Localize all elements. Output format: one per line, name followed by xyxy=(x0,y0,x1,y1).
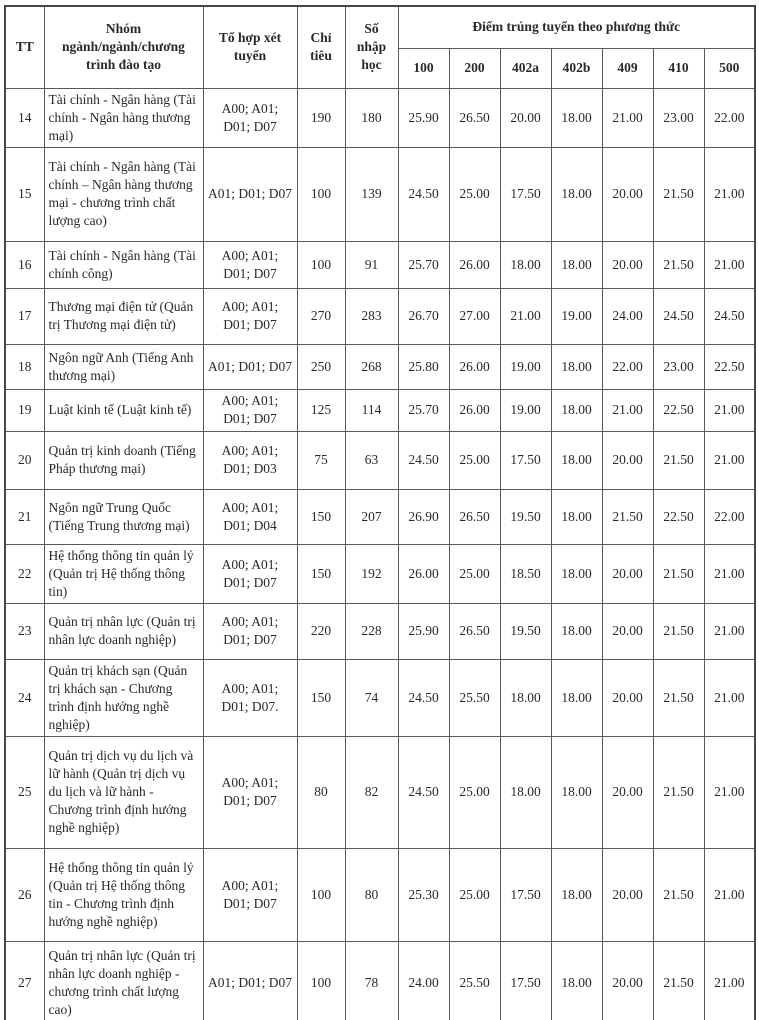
score-cell-409: 20.00 xyxy=(602,941,653,1020)
exam-combo-cell: A00; A01; D01; D07 xyxy=(203,389,297,431)
quota-cell: 190 xyxy=(297,88,345,147)
score-cell-402b: 18.00 xyxy=(551,603,602,659)
score-cell-402b: 18.00 xyxy=(551,941,602,1020)
score-cell-200: 25.50 xyxy=(449,941,500,1020)
score-cell-200: 25.00 xyxy=(449,848,500,941)
score-cell-100: 25.30 xyxy=(398,848,449,941)
program-name-cell: Hệ thống thông tin quản lý (Quản trị Hệ thống thông tin - Chương trình định hướng nghề nghiệp) xyxy=(44,848,203,941)
score-cell-500: 21.00 xyxy=(704,659,755,736)
row-number-cell: 27 xyxy=(5,941,44,1020)
table-row xyxy=(5,941,755,1020)
score-cell-410: 23.00 xyxy=(653,88,704,147)
program-name-cell: Quản trị dịch vụ du lịch và lữ hành (Quản trị dịch vụ du lịch và lữ hành - Chương trình định hướng nghề nghiệp) xyxy=(44,736,203,848)
score-cell-402b: 18.00 xyxy=(551,431,602,489)
score-cell-402a: 19.50 xyxy=(500,489,551,544)
table-row xyxy=(5,288,755,344)
score-cell-409: 21.00 xyxy=(602,88,653,147)
header-method-500: 500 xyxy=(704,48,755,88)
score-cell-409: 20.00 xyxy=(602,147,653,241)
score-cell-100: 24.50 xyxy=(398,736,449,848)
score-cell-409: 20.00 xyxy=(602,736,653,848)
row-number-cell: 22 xyxy=(5,544,44,603)
score-cell-200: 25.50 xyxy=(449,659,500,736)
header-method-402b: 402b xyxy=(551,48,602,88)
table-row xyxy=(5,544,755,603)
admission-score-table xyxy=(4,5,756,1020)
program-name-cell: Tài chính - Ngân hàng (Tài chính - Ngân hàng thương mại) xyxy=(44,88,203,147)
quota-cell: 220 xyxy=(297,603,345,659)
row-number-cell: 24 xyxy=(5,659,44,736)
header-enrolled: Số nhập học xyxy=(345,6,398,88)
enrolled-cell: 82 xyxy=(345,736,398,848)
score-cell-500: 21.00 xyxy=(704,848,755,941)
exam-combo-cell: A01; D01; D07 xyxy=(203,941,297,1020)
enrolled-cell: 91 xyxy=(345,241,398,288)
program-name-cell: Tài chính - Ngân hàng (Tài chính – Ngân hàng thương mại - chương trình chất lượng cao) xyxy=(44,147,203,241)
score-cell-200: 26.00 xyxy=(449,344,500,389)
header-combo: Tổ hợp xét tuyển xyxy=(203,6,297,88)
table-row xyxy=(5,344,755,389)
enrolled-cell: 74 xyxy=(345,659,398,736)
score-cell-410: 21.50 xyxy=(653,603,704,659)
score-cell-410: 21.50 xyxy=(653,147,704,241)
score-cell-402a: 18.00 xyxy=(500,659,551,736)
score-cell-200: 27.00 xyxy=(449,288,500,344)
score-cell-402b: 18.00 xyxy=(551,544,602,603)
score-cell-500: 21.00 xyxy=(704,941,755,1020)
score-cell-100: 24.50 xyxy=(398,147,449,241)
score-cell-410: 21.50 xyxy=(653,544,704,603)
score-cell-410: 21.50 xyxy=(653,941,704,1020)
exam-combo-cell: A00; A01; D01; D07. xyxy=(203,659,297,736)
score-cell-402b: 19.00 xyxy=(551,288,602,344)
score-cell-402a: 17.50 xyxy=(500,431,551,489)
score-cell-500: 21.00 xyxy=(704,544,755,603)
table-row xyxy=(5,603,755,659)
score-cell-200: 26.50 xyxy=(449,489,500,544)
score-cell-410: 21.50 xyxy=(653,848,704,941)
quota-cell: 150 xyxy=(297,489,345,544)
score-cell-500: 21.00 xyxy=(704,736,755,848)
exam-combo-cell: A00; A01; D01; D07 xyxy=(203,603,297,659)
enrolled-cell: 207 xyxy=(345,489,398,544)
table-row xyxy=(5,88,755,147)
score-cell-500: 21.00 xyxy=(704,147,755,241)
program-name-cell: Quản trị nhân lực (Quản trị nhân lực doanh nghiệp - chương trình chất lượng cao) xyxy=(44,941,203,1020)
row-number-cell: 14 xyxy=(5,88,44,147)
score-cell-409: 20.00 xyxy=(602,848,653,941)
program-name-cell: Thương mại điện tử (Quản trị Thương mại điện tử) xyxy=(44,288,203,344)
exam-combo-cell: A00; A01; D01; D07 xyxy=(203,241,297,288)
score-cell-200: 26.50 xyxy=(449,603,500,659)
program-name-cell: Quản trị kinh doanh (Tiếng Pháp thương mại) xyxy=(44,431,203,489)
score-cell-100: 26.00 xyxy=(398,544,449,603)
score-cell-500: 24.50 xyxy=(704,288,755,344)
table-row xyxy=(5,736,755,848)
header-tt: TT xyxy=(5,6,44,88)
score-cell-402b: 18.00 xyxy=(551,147,602,241)
table-row xyxy=(5,848,755,941)
score-cell-402a: 17.50 xyxy=(500,848,551,941)
exam-combo-cell: A00; A01; D01; D07 xyxy=(203,848,297,941)
score-cell-200: 26.00 xyxy=(449,241,500,288)
score-cell-402b: 18.00 xyxy=(551,848,602,941)
score-cell-409: 20.00 xyxy=(602,603,653,659)
program-name-cell: Quản trị khách sạn (Quản trị khách sạn - Chương trình định hướng nghề nghiệp) xyxy=(44,659,203,736)
quota-cell: 125 xyxy=(297,389,345,431)
score-cell-500: 22.00 xyxy=(704,489,755,544)
score-cell-100: 25.80 xyxy=(398,344,449,389)
table-row xyxy=(5,431,755,489)
row-number-cell: 15 xyxy=(5,147,44,241)
score-cell-100: 24.50 xyxy=(398,659,449,736)
enrolled-cell: 192 xyxy=(345,544,398,603)
header-method-402a: 402a xyxy=(500,48,551,88)
quota-cell: 100 xyxy=(297,241,345,288)
program-name-cell: Hệ thống thông tin quản lý (Quản trị Hệ thống thông tin) xyxy=(44,544,203,603)
table-body xyxy=(5,88,755,1020)
score-cell-410: 21.50 xyxy=(653,241,704,288)
row-number-cell: 18 xyxy=(5,344,44,389)
quota-cell: 270 xyxy=(297,288,345,344)
exam-combo-cell: A00; A01; D01; D04 xyxy=(203,489,297,544)
enrolled-cell: 268 xyxy=(345,344,398,389)
score-cell-100: 25.70 xyxy=(398,241,449,288)
row-number-cell: 17 xyxy=(5,288,44,344)
score-cell-402b: 18.00 xyxy=(551,344,602,389)
row-number-cell: 23 xyxy=(5,603,44,659)
enrolled-cell: 139 xyxy=(345,147,398,241)
exam-combo-cell: A00; A01; D01; D07 xyxy=(203,288,297,344)
enrolled-cell: 283 xyxy=(345,288,398,344)
score-cell-409: 20.00 xyxy=(602,241,653,288)
header-quota: Chỉ tiêu xyxy=(297,6,345,88)
table-row xyxy=(5,659,755,736)
quota-cell: 100 xyxy=(297,941,345,1020)
score-cell-200: 25.00 xyxy=(449,147,500,241)
score-cell-409: 20.00 xyxy=(602,544,653,603)
enrolled-cell: 78 xyxy=(345,941,398,1020)
row-number-cell: 26 xyxy=(5,848,44,941)
program-name-cell: Ngôn ngữ Trung Quốc (Tiếng Trung thương mại) xyxy=(44,489,203,544)
score-cell-402a: 17.50 xyxy=(500,147,551,241)
score-cell-410: 22.50 xyxy=(653,489,704,544)
score-cell-409: 22.00 xyxy=(602,344,653,389)
exam-combo-cell: A00; A01; D01; D07 xyxy=(203,736,297,848)
table-row xyxy=(5,389,755,431)
program-name-cell: Luật kinh tế (Luật kinh tế) xyxy=(44,389,203,431)
score-cell-100: 25.90 xyxy=(398,88,449,147)
score-cell-100: 24.00 xyxy=(398,941,449,1020)
header-program: Nhóm ngành/ngành/chương trình đào tạo xyxy=(44,6,203,88)
score-cell-100: 25.90 xyxy=(398,603,449,659)
score-cell-402a: 20.00 xyxy=(500,88,551,147)
score-cell-402a: 18.50 xyxy=(500,544,551,603)
score-cell-402a: 19.50 xyxy=(500,603,551,659)
score-cell-402a: 17.50 xyxy=(500,941,551,1020)
exam-combo-cell: A00; A01; D01; D07 xyxy=(203,544,297,603)
exam-combo-cell: A00; A01; D01; D03 xyxy=(203,431,297,489)
score-cell-200: 25.00 xyxy=(449,544,500,603)
score-cell-200: 26.50 xyxy=(449,88,500,147)
enrolled-cell: 180 xyxy=(345,88,398,147)
table-header xyxy=(5,6,755,88)
score-cell-200: 26.00 xyxy=(449,389,500,431)
enrolled-cell: 114 xyxy=(345,389,398,431)
score-cell-402a: 18.00 xyxy=(500,736,551,848)
table-row xyxy=(5,489,755,544)
quota-cell: 250 xyxy=(297,344,345,389)
quota-cell: 80 xyxy=(297,736,345,848)
header-scores-group: Điểm trúng tuyển theo phương thức xyxy=(398,6,755,48)
program-name-cell: Tài chính - Ngân hàng (Tài chính công) xyxy=(44,241,203,288)
quota-cell: 100 xyxy=(297,848,345,941)
header-method-409: 409 xyxy=(602,48,653,88)
table-row xyxy=(5,147,755,241)
quota-cell: 150 xyxy=(297,544,345,603)
score-cell-402a: 18.00 xyxy=(500,241,551,288)
exam-combo-cell: A00; A01; D01; D07 xyxy=(203,88,297,147)
score-cell-100: 26.70 xyxy=(398,288,449,344)
quota-cell: 100 xyxy=(297,147,345,241)
score-cell-100: 26.90 xyxy=(398,489,449,544)
header-method-100: 100 xyxy=(398,48,449,88)
enrolled-cell: 228 xyxy=(345,603,398,659)
enrolled-cell: 80 xyxy=(345,848,398,941)
score-cell-200: 25.00 xyxy=(449,431,500,489)
score-cell-410: 23.00 xyxy=(653,344,704,389)
score-cell-200: 25.00 xyxy=(449,736,500,848)
score-cell-402b: 18.00 xyxy=(551,659,602,736)
score-cell-500: 21.00 xyxy=(704,389,755,431)
exam-combo-cell: A01; D01; D07 xyxy=(203,344,297,389)
score-cell-409: 21.00 xyxy=(602,389,653,431)
score-cell-100: 25.70 xyxy=(398,389,449,431)
header-method-410: 410 xyxy=(653,48,704,88)
row-number-cell: 19 xyxy=(5,389,44,431)
table-row xyxy=(5,241,755,288)
score-cell-100: 24.50 xyxy=(398,431,449,489)
row-number-cell: 16 xyxy=(5,241,44,288)
row-number-cell: 20 xyxy=(5,431,44,489)
score-cell-409: 20.00 xyxy=(602,431,653,489)
score-cell-500: 21.00 xyxy=(704,241,755,288)
score-cell-409: 24.00 xyxy=(602,288,653,344)
score-cell-410: 21.50 xyxy=(653,431,704,489)
score-cell-500: 21.00 xyxy=(704,603,755,659)
header-method-200: 200 xyxy=(449,48,500,88)
score-cell-410: 21.50 xyxy=(653,736,704,848)
score-cell-402b: 18.00 xyxy=(551,489,602,544)
score-cell-402a: 19.00 xyxy=(500,344,551,389)
quota-cell: 75 xyxy=(297,431,345,489)
score-cell-402b: 18.00 xyxy=(551,736,602,848)
score-cell-402b: 18.00 xyxy=(551,241,602,288)
score-cell-409: 21.50 xyxy=(602,489,653,544)
score-cell-402b: 18.00 xyxy=(551,389,602,431)
score-cell-402b: 18.00 xyxy=(551,88,602,147)
row-number-cell: 21 xyxy=(5,489,44,544)
quota-cell: 150 xyxy=(297,659,345,736)
exam-combo-cell: A01; D01; D07 xyxy=(203,147,297,241)
enrolled-cell: 63 xyxy=(345,431,398,489)
score-cell-410: 22.50 xyxy=(653,389,704,431)
score-cell-410: 21.50 xyxy=(653,659,704,736)
program-name-cell: Ngôn ngữ Anh (Tiếng Anh thương mại) xyxy=(44,344,203,389)
program-name-cell: Quản trị nhân lực (Quản trị nhân lực doanh nghiệp) xyxy=(44,603,203,659)
score-cell-402a: 21.00 xyxy=(500,288,551,344)
score-cell-409: 20.00 xyxy=(602,659,653,736)
score-cell-500: 21.00 xyxy=(704,431,755,489)
row-number-cell: 25 xyxy=(5,736,44,848)
score-cell-402a: 19.00 xyxy=(500,389,551,431)
score-cell-410: 24.50 xyxy=(653,288,704,344)
score-cell-500: 22.50 xyxy=(704,344,755,389)
score-cell-500: 22.00 xyxy=(704,88,755,147)
